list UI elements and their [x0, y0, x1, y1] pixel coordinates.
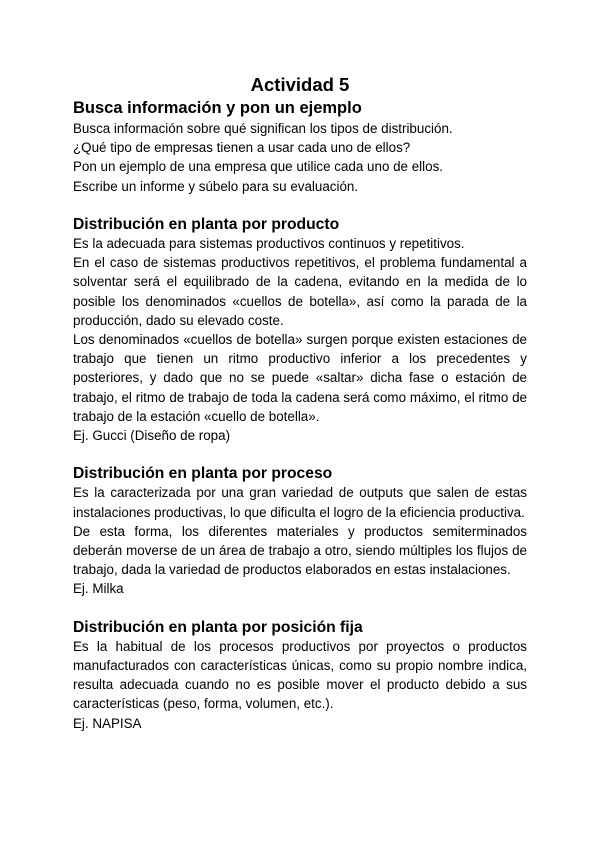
- intro-block: [73, 119, 527, 196]
- spacer: [73, 599, 527, 618]
- section-heading: Distribución en planta por producto: [73, 215, 340, 233]
- page-subtitle: Busca información y pon un ejemplo: [73, 99, 362, 117]
- section-example: Ej. Milka: [73, 581, 124, 597]
- spacer: [73, 445, 527, 464]
- section-posicion-fija: [73, 618, 527, 733]
- section-heading: Distribución en planta por proceso: [73, 465, 333, 483]
- intro-line: Pon un ejemplo de una empresa que utilice cada uno de ellos.: [73, 159, 443, 175]
- page-title: Actividad 5: [250, 74, 350, 95]
- section-paragraph: Es la adecuada para sistemas productivos continuos y repetitivos.: [73, 236, 465, 252]
- document-content: [73, 73, 527, 733]
- section-proceso: [73, 464, 527, 598]
- section-paragraph: Es la habitual de los procesos productivos por proyectos o productos manufacturados con características únicas, como su propio nombre indica, resulta adecuada cuando no es posible mover el producto debido a sus características (peso, forma, volumen, etc.).: [73, 638, 527, 712]
- section-paragraph: Los denominados «cuellos de botella» surgen porque existen estaciones de trabajo que tienen un ritmo productivo inferior a los precedentes y posteriores, y dado que no se puede «saltar» dicha fase o estación de trabajo, el ritmo de trabajo de toda la cadena será como máximo, el ritmo de trabajo de la estación «cuello de botella».: [73, 332, 527, 424]
- section-paragraph: De esta forma, los diferentes materiales y productos semiterminados deberán moverse de un área de trabajo a otro, siendo múltiples los flujos de trabajo, dada la variedad de productos elaborados en estas instalaciones.: [73, 523, 527, 578]
- section-example: Ej. Gucci (Diseño de ropa): [73, 428, 231, 444]
- section-paragraph: En el caso de sistemas productivos repetitivos, el problema fundamental a solventar será el equilibrado de la cadena, evitando en la medida de lo posible los denominados «cuellos de botella», así como la parada de la producción, dado su elevado coste.: [73, 255, 527, 328]
- intro-line: ¿Qué tipo de empresas tienen a usar cada uno de ellos?: [73, 140, 411, 156]
- intro-line: Escribe un informe y súbelo para su evaluación.: [73, 178, 359, 194]
- spacer: [73, 196, 527, 215]
- intro-line: Busca información sobre qué significan los tipos de distribución.: [73, 121, 453, 136]
- section-producto: [73, 215, 527, 445]
- section-heading: Distribución en planta por posición fija: [73, 618, 363, 636]
- section-example: Ej. NAPISA: [73, 715, 142, 731]
- section-paragraph: Es la caracterizada por una gran variedad de outputs que salen de estas instalaciones productivas, lo que dificulta el logro de la eficiencia productiva.: [73, 485, 527, 520]
